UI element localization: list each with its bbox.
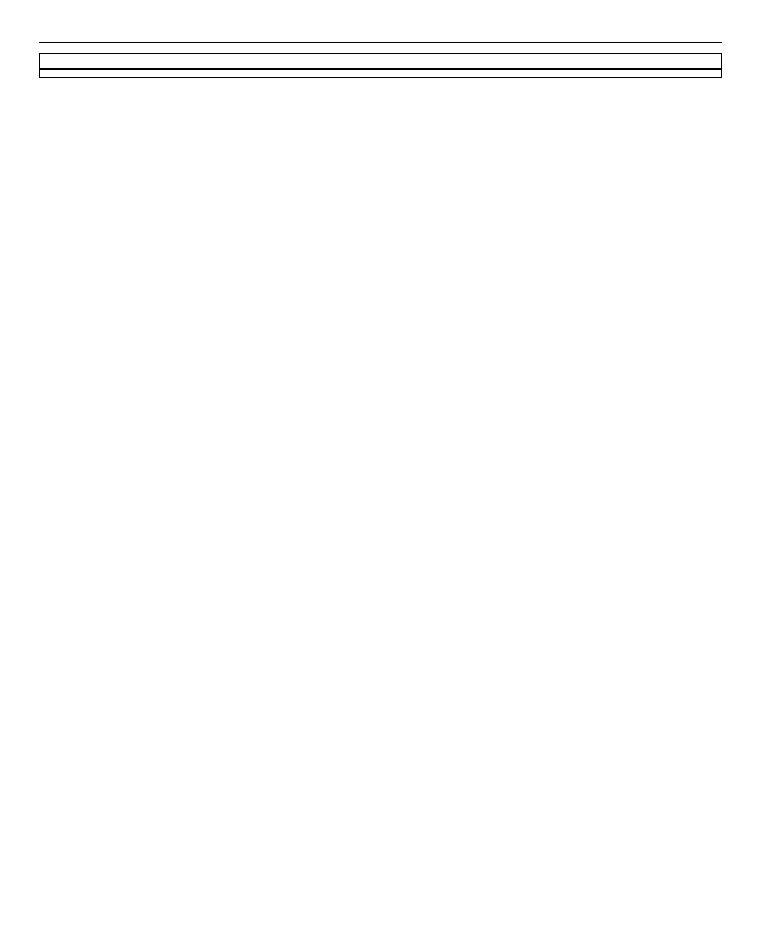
blank-band bbox=[39, 69, 722, 78]
syllabus-title bbox=[39, 42, 722, 53]
class-subject-line bbox=[39, 53, 722, 69]
